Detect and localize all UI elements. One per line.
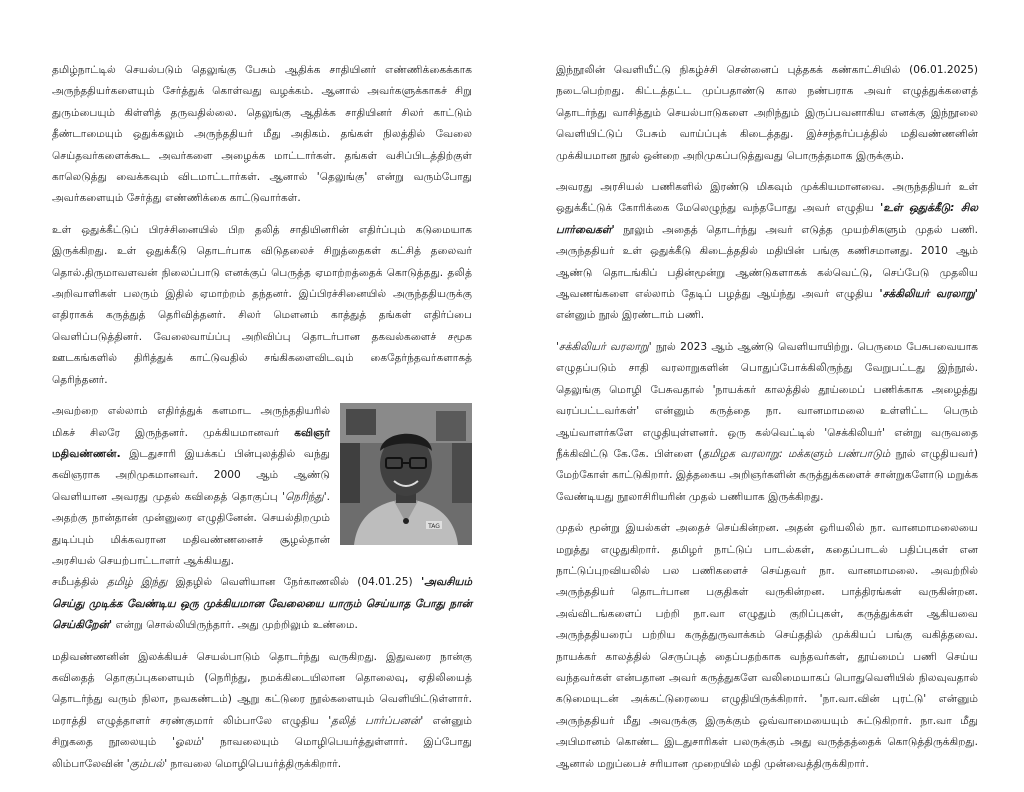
text-span: மதிவண்ணனின் இலக்கியச் செயல்பாடும் தொடர்ந்து வருகிறது. இதுவரை நான்கு கவிதைத் தொகுப்புகளையும் (நெரிந்து, நமக்கிடையிலான தொலைவு, ஏதிலியைத் தொடர்ந்து வரும் நிலா, நவகண்டம்) ஆறு கட்டுரை நூல்களையும் வெளியிட்டுள்ளார். மராத்தி எழுத்தாளர் சரண்குமார் லிம்பாலே எழுதிய <box>52 650 472 727</box>
text-span: இதழில் வெளியான நேர்காணலில் (04.01.25) <box>167 576 421 589</box>
text-span: என்னும் சிறுகதை நூலையும் <box>52 714 472 749</box>
book-title: 'ஓலம்' <box>172 736 205 749</box>
book-title: 'கும்பல்' <box>126 757 168 770</box>
author-portrait-photo <box>340 403 472 545</box>
text-span: நூலும் அதைத் தொடர்ந்து அவர் எடுத்த முயற்சிகளும் முதல் பணி. அருந்ததியர் உள் ஒதுக்கீடு கிடைத்ததில் மதியின் பங்கு கணிசமானது. 2010 ஆம் ஆண்டு தொடங்கிப் பதின்மூன்று ஆண்டுகளாகக் கல்வெட்டு, செப்பேடு முதலிய ஆவணங்களை எல்லாம் தேடிப் பழத்து ஆய்ந்து அவர் எழுதிய <box>556 223 978 301</box>
right-page-column <box>556 60 978 785</box>
text-span: சமீபத்தில் <box>52 576 107 589</box>
text-span: இடதுசாரி இயக்கப் பின்புலத்தில் வந்து கவிஞராக அறிமுகமானவர். 2000 ஆம் ஆண்டு வெளியான அவரது முதல் கவிதைத் தொகுப்பு <box>52 447 330 503</box>
book-title: 'நெரிந்து' <box>282 490 327 503</box>
right-paragraph-1: இந்நூலின் வெளியீட்டு நிகழ்ச்சி சென்னைப் புத்தகக் கண்காட்சியில் (06.01.2025) நடைபெற்றது. கிட்டத்தட்ட முப்பதாண்டு கால நண்பராக அவர் எழுத்துக்களைத் தொடர்ந்து வாசித்தும் செயல்பாடுகளை அறிந்தும் இருப்பவனாகிய எனக்கு இந்நூலை வெளியிட்டுப் பேசும் வாய்ப்புக் கிடைத்தது. இச்சந்தர்ப்பத்தில் மதிவண்ணனின் முக்கியமான நூல் ஒன்றை அறிமுகப்படுத்துவது பொருத்தமாக இருக்கும். <box>556 64 978 162</box>
interview-quote: 'அவசியம் செய்து முடிக்க வேண்டிய ஒரு முக்கியமான வேலையை யாரும் செய்யாத போது நான் செய்கிறேன்' <box>52 576 472 632</box>
text-span: நூல் எழுதியவர்) மேற்கோள் காட்டுகிறார். இத்தகைய அறிஞர்களின் கருத்துக்களைச் சான்றுகளோடு மறுக்க வேண்டியது நூலாசிரியரின் முதல் பணியாக இருக்கிறது. <box>556 447 978 503</box>
text-span: நாவலை மொழிபெயர்த்திருக்கிறார். <box>167 757 342 770</box>
book-title: 'தலித் பார்ப்பனன்' <box>328 714 424 727</box>
book-title: 'சக்கிலியர் வரலாறு' <box>556 340 652 353</box>
text-span: என்னும் நூல் இரண்டாம் பணி. <box>556 309 705 322</box>
text-span: நாவலையும் மொழிபெயர்த்துள்ளார். இப்போது லிம்பாலேவின் <box>52 736 472 770</box>
text-span: நூல் 2023 ஆம் ஆண்டு வெளியாயிற்று. பெருமை பேசுபவையாக எழுதப்படும் சாதி வரலாறுகளின் பொதுப்போக்கிலிருந்து வேறுபட்டது இந்நூல். தெலுங்கு மொழி பேசுவதால் 'நாயக்கர் காலத்தில் தூய்மைப் பணிக்காக அழைத்து வரப்பட்டவர்கள்' என்னும் கருத்தை நா. வானமாமலை உள்ளிட்ட பெரும் ஆய்வாளர்களே எழுதியுள்ளனர். ஒரு கல்வெட்டில் 'செக்கிலியர்' என்று வருவதை நீக்கிவிட்டு கே.கே. பிள்ளை ( <box>556 340 979 460</box>
newspaper-name: தமிழ் இந்து <box>106 576 168 589</box>
book-title: 'உள் ஒதுக்கீடு: சில பார்வைகள்' <box>556 202 978 236</box>
text-span: . அதற்கு நான்தான் முன்னுரை எழுதினேன். செயல்திறமும் துடிப்பும் மிக்கவரான மதிவண்ணனைச் சூழல்தான் அரசியல் செயற்பாட்டாளர் ஆக்கியது. <box>52 490 330 567</box>
right-paragraph-2 <box>556 177 978 327</box>
left-page-column <box>52 60 472 785</box>
badge-tag-text: TAG <box>428 523 440 531</box>
poet-name: கவிஞர் மதிவண்ணன். <box>52 426 330 460</box>
right-paragraph-3 <box>556 337 978 508</box>
book-title: தமிழக வரலாறு: மக்களும் பண்பாடும் <box>702 447 891 460</box>
book-title: 'சக்கிலியர் வரலாறு' <box>879 288 979 301</box>
left-paragraph-1: தமிழ்நாட்டில் செயல்படும் தெலுங்கு பேசும் ஆதிக்க சாதியினர் எண்ணிக்கைக்காக அருந்ததியர்களையும் சேர்த்துக் கொள்வது வழக்கம். ஆனால் அவர்களுக்காகச் சிறு துரும்பையும் கிள்ளித் தருவதில்லை. தெலுங்கு ஆதிக்க சாதியினர் சிலர் காட்டும் தீண்டாமையும் ஒதுக்கலும் அருந்ததியர் மீது அதிகம். தங்கள் நிலத்தில் வேலை செய்தவர்களைக்கூட அவர்களை அழைக்க மாட்டார்கள். தங்கள் வசிப்பிடத்திற்குள் காலெடுத்து வைக்கவும் விடமாட்டார்கள். ஆனால் 'தெலுங்கு' என்று வரும்போது அவர்களையும் சேர்த்து எண்ணிக்கை காட்டுவார்கள். <box>52 64 472 205</box>
right-paragraph-4: முதல் மூன்று இயல்கள் அதைச் செய்கின்றன. அதன் ஒரியலில் நா. வானமாமலையை மறுத்து எழுதுகிறார். தமிழர் நாட்டுப் பாடல்கள், கதைப்பாடல் பதிப்புகள் என நாட்டுப்புறவியலில் பல பணிகளைச் செய்தவர் நா. வானமாமலை. அவற்றில் அருந்ததியர் தொடர்பான பகுதிகள் வருகின்றன. பாத்திரங்கள் வருகின்றன. அவ்விடங்களைப் பற்றி நா.வா எழுதும் குறிப்புகள், கருத்துக்கள் ஆகியவை அருந்ததியரைப் பற்றிய கருத்துருவாக்கம் செய்ததில் முக்கியப் பங்கு வகித்தவை. நாயக்கர் காலத்தில் செருப்புத் தைப்பதற்காக வந்தவர்கள், தூய்மைப் பணி செய்ய வந்தவர்கள் என்பதான அவர் கருத்துகளே வலிமையாகப் பொதுவெளியில் நிலவுவதால் கடுமையுடன் அக்கட்டுரையை எழுதியிருக்கிறார். 'நா.வா.வின் புரட்டு' என்னும் அருந்ததியர் மீது அவருக்கு இருக்கும் ஒவ்வாமையையும் சுட்டுகிறார். நா.வா மீது அபிமானம் கொண்ட இடதுசாரிகள் பலருக்கும் அது வருத்தத்தைக் கொடுத்திருக்கிறது. ஆனால் மறுப்பைச் சரியான முறையில் மதி முன்வைத்திருக்கிறார். <box>556 522 978 770</box>
left-paragraph-3-block <box>52 401 472 572</box>
text-span: என்று சொல்லியிருந்தார். அது முற்றிலும் உண்மை. <box>112 619 358 632</box>
left-paragraph-3-cont <box>52 572 472 636</box>
left-paragraph-2: உள் ஒதுக்கீட்டுப் பிரச்சினையில் பிற தலித் சாதியினரின் எதிர்ப்பும் கடுமையாக இருக்கிறது. உள் ஒதுக்கீடு தொடர்பாக விடுதலைச் சிறுத்தைகள் கட்சித் தலைவர் தொல்.திருமாவளவன் நிலைப்பாடு எனக்குப் பெருத்த ஏமாற்றத்தைக் கொடுத்தது. தலித் அறிவாளிகள் பலரும் இதில் ஏமாற்றம் தந்தனர். இப்பிரச்சினையில் அருந்ததியருக்கு எதிராகக் கருத்துத் தெரிவித்தனர். சிலர் மௌனம் காத்துத் தங்கள் எதிர்ப்பை வெளிப்படுத்தினர். வேலைவாய்ப்பு அறிவிப்பு தொடர்பான தகவல்களைச் சமூக ஊடகங்களில் திரித்துக் காட்டுவதில் சங்கிகளைவிடவும் கைதேர்ந்தவர்களாகத் தெரிந்தனர். <box>52 223 472 386</box>
text-span: அவற்றை எல்லாம் எதிர்த்துக் களமாட அருந்ததியரில் மிகச் சிலரே இருந்தனர். முக்கியமானவர் <box>52 405 330 439</box>
left-paragraph-4 <box>52 647 472 775</box>
text-span: அவரது அரசியல் பணிகளில் இரண்டு மிகவும் முக்கியமானவை. அருந்ததியர் உள் ஒதுக்கீட்டுக் கோரிக்கை மேலெழுந்து வந்தபோது அவர் எழுதிய <box>556 181 978 215</box>
